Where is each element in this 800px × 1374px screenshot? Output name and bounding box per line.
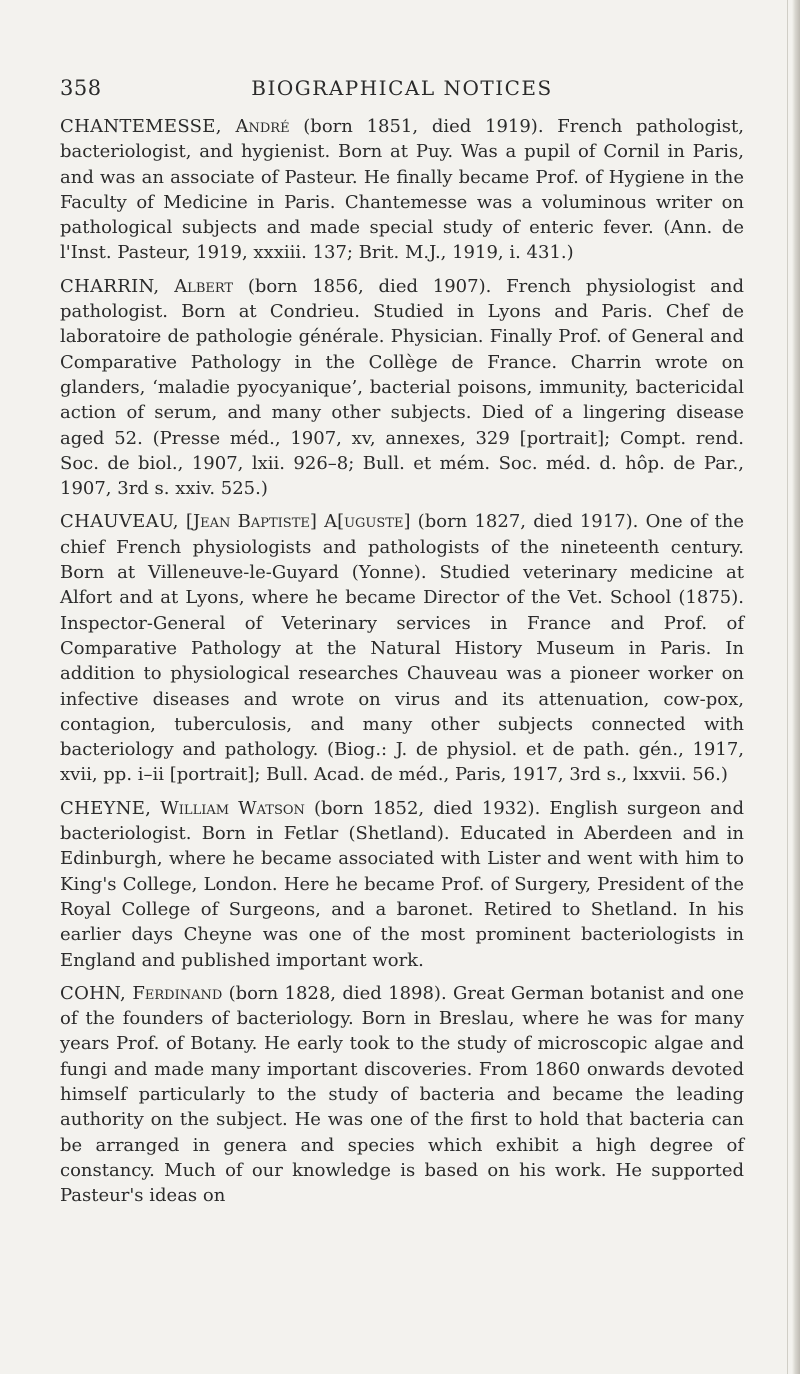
- page-number: 358: [60, 76, 102, 100]
- entry-surname: COHN,: [60, 982, 127, 1004]
- page-edge-shadow: [792, 0, 800, 1374]
- entry-cheyne: [60, 796, 744, 973]
- running-head-title: BIOGRAPHICAL NOTICES: [251, 76, 553, 100]
- entry-cohn: [60, 981, 744, 1209]
- entry-given-name: William Watson: [160, 797, 305, 819]
- book-page: [60, 0, 744, 1374]
- entry-body: (born 1827, died 1917). One of the chief French physiologists and pathologists of the nineteenth century. Born at Villeneuve-le-Guyard (Yonne). Studied veterinary medicine at Alfort and at Lyons, where he became Director of the Vet. School (1875). Inspector-General of Veterinary services in France and Prof. of Comparative Pathology at the Natural History Museum in Paris. In addition to physiological researches Chauveau was a pioneer worker on infective diseases and wrote on virus and its attenuation, cow-pox, contagion, tuberculosis, and many other subjects connected with bacteriology and pathology. (Biog.: J. de physiol. et de path. gén., 1917, xvii, pp. i–ii [portrait]; Bull. Acad. de méd., Paris, 1917, 3rd s., lxxvii. 56.): [60, 511, 744, 786]
- entry-surname: CHAUVEAU,: [60, 511, 179, 533]
- entry-surname: CHANTEMESSE,: [60, 116, 222, 137]
- entry-given-name: [Jean Baptiste] A[uguste]: [185, 511, 411, 533]
- entry-chantemesse: [60, 114, 744, 266]
- entry-given-name: Ferdinand: [132, 982, 223, 1004]
- running-head: [60, 76, 744, 104]
- entry-body: (born 1828, died 1898). Great German botanist and one of the founders of bacteriology. Born in Breslau, where he was for many years Prof. of Botany. He early took to the study of microscopic algae and fungi and made many important discoveries. From 1860 onwards devoted himself particularly to the study of bacteria and became the leading authority on the subject. He was one of the first to hold that bacteria can be arranged in genera and species which exhibit a high degree of constancy. Much of our knowledge is based on his work. He supported Pasteur's ideas on: [60, 982, 744, 1207]
- entry-given-name: André: [235, 116, 290, 137]
- entry-charrin: [60, 274, 744, 502]
- entry-given-name: Albert: [174, 275, 234, 297]
- entry-chauveau: [60, 509, 744, 787]
- biographical-entries: [60, 114, 744, 1216]
- entry-surname: CHARRIN,: [60, 275, 160, 297]
- entry-body: (born 1851, died 1919). French pathologist, bacteriologist, and hygienist. Born at Puy. Was a pupil of Cornil in Paris, and was an associate of Pasteur. He finally became Prof. of Hygiene in the Faculty of Medicine in Paris. Chantemesse was a voluminous writer on pathological subjects and made special study of enteric fever. (Ann. de l'Inst. Pasteur, 1919, xxxiii. 137; Brit. M.J., 1919, i. 431.): [60, 116, 744, 264]
- page-edge-line: [787, 0, 788, 1374]
- entry-body: (born 1852, died 1932). English surgeon and bacteriologist. Born in Fetlar (Shetland). Educated in Aberdeen and in Edinburgh, where he became associated with Lister and went with him to King's College, London. Here he became Prof. of Surgery, President of the Royal College of Surgeons, and a baronet. Retired to Shetland. In his earlier days Cheyne was one of the most prominent bacteriologists in England and published important work.: [60, 797, 745, 971]
- entry-body: (born 1856, died 1907). French physiologist and pathologist. Born at Condrieu. Studied in Lyons and Paris. Chef de laboratoire de pathologie générale. Physician. Finally Prof. of General and Comparative Pathology in the Collège de France. Charrin wrote on glanders, ‘maladie pyocyanique’, bacterial poisons, immunity, bactericidal action of serum, and many other subjects. Died of a lingering disease aged 52. (Presse méd., 1907, xv, annexes, 329 [portrait]; Compt. rend. Soc. de biol., 1907, lxii. 926–8; Bull. et mém. Soc. méd. d. hôp. de Par., 1907, 3rd s. xxiv. 525.): [60, 275, 744, 500]
- entry-surname: CHEYNE,: [60, 797, 152, 819]
